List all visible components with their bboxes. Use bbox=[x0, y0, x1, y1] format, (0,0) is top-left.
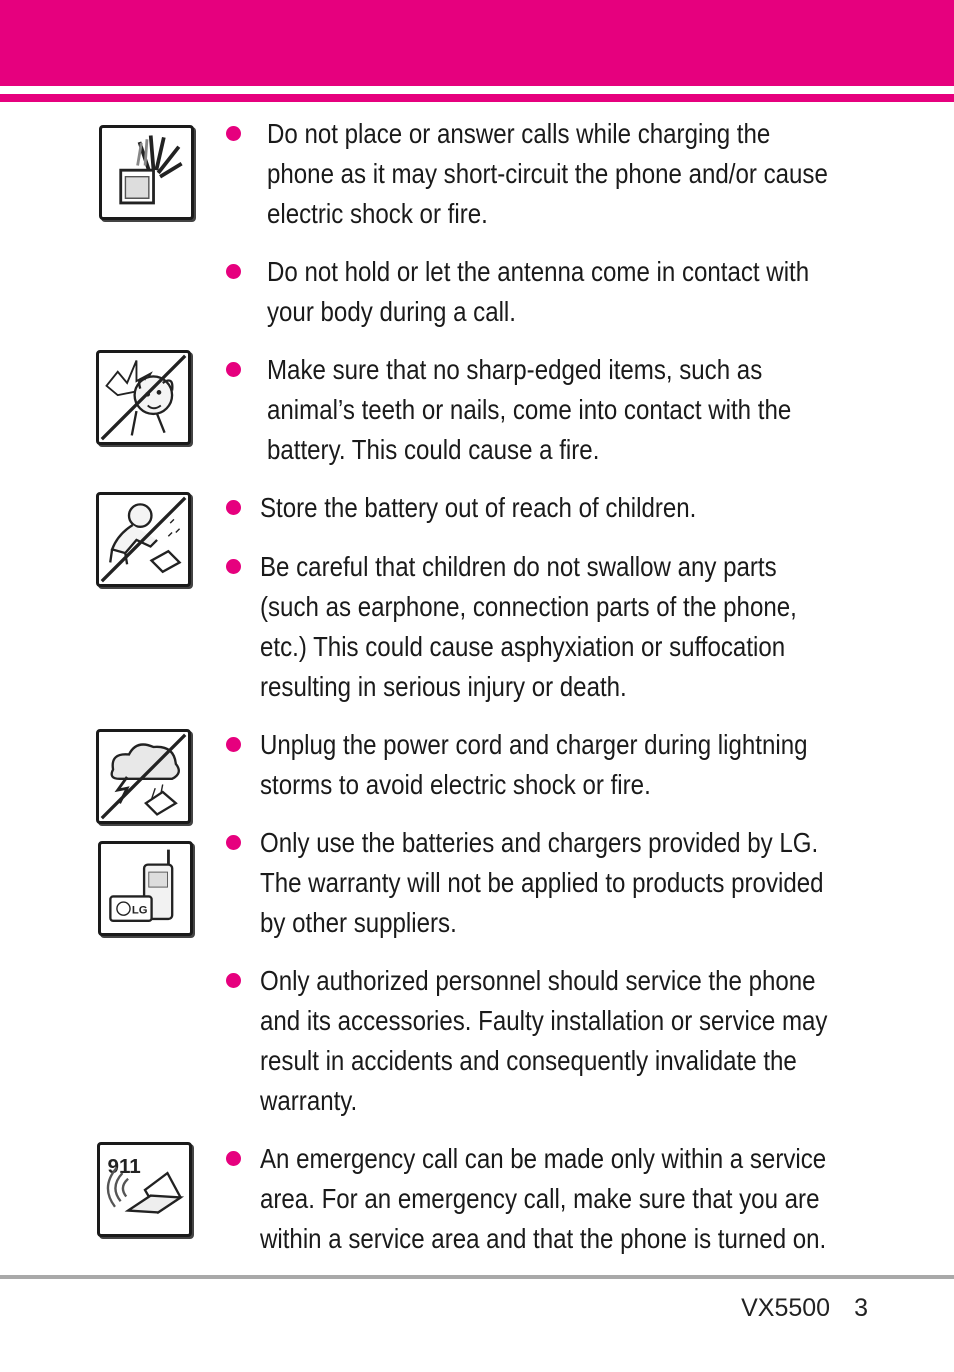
header-band bbox=[0, 0, 954, 86]
bullet-dot bbox=[226, 559, 241, 574]
bullet-dot bbox=[226, 500, 241, 515]
bullet-dot bbox=[226, 126, 241, 141]
bullet-dot bbox=[226, 973, 241, 988]
bullet-dot bbox=[226, 1151, 241, 1166]
emergency-911-icon bbox=[97, 1142, 192, 1237]
bullet-authorized-service-text: Only authorized personnel should service the phone and its accessories. Faulty installation or service may result in accidents and consequently invalidate the warranty. bbox=[260, 965, 828, 1116]
charging-phone-icon bbox=[99, 125, 194, 220]
bullet-emergency-call-text: An emergency call can be made only within a service area. For an emergency call, make sure that you are within a service area and that the phone is turned on. bbox=[260, 1143, 827, 1254]
lg-logo-text: LG bbox=[131, 904, 148, 917]
bullet-dot bbox=[226, 362, 241, 377]
bullet-swallow-text: Be careful that children do not swallow any parts (such as earphone, connection parts of the phone, etc.) This could cause asphyxiation or suffocation resulting in serious injury or death. bbox=[260, 551, 797, 702]
bullet-dot bbox=[226, 737, 241, 752]
bullet-antenna-text: Do not hold or let the antenna come in contact with your body during a call. bbox=[267, 256, 810, 327]
page-number: 3 bbox=[854, 1294, 868, 1322]
page-footer bbox=[741, 1294, 868, 1323]
bullet-dot bbox=[226, 835, 241, 850]
bullet-sharp-items-text: Make sure that no sharp-edged items, such as animal’s teeth or nails, come into contact with the battery. This could cause a fire. bbox=[267, 354, 792, 465]
bullet-children-reach-text: Store the battery out of reach of children. bbox=[260, 492, 697, 523]
no-children-icon bbox=[96, 492, 191, 587]
no-lightning-icon bbox=[96, 729, 191, 824]
bullet-dot bbox=[226, 264, 241, 279]
bullet-lightning-text: Unplug the power cord and charger during lightning storms to avoid electric shock or fire. bbox=[260, 729, 808, 800]
bullet-charging-text: Do not place or answer calls while charging the phone as it may short-circuit the phone and/or cause electric shock or fire. bbox=[267, 118, 828, 229]
model-name: VX5500 bbox=[741, 1294, 831, 1322]
lg-charger-icon bbox=[98, 841, 193, 936]
header-rule bbox=[0, 94, 954, 102]
emergency-number-text: 911 bbox=[107, 1155, 141, 1179]
no-animal-bite-icon bbox=[96, 350, 191, 445]
bullet-lg-batteries-text: Only use the batteries and chargers provided by LG. The warranty will not be applied to products provided by other suppliers. bbox=[260, 827, 824, 938]
footer-rule bbox=[0, 1275, 954, 1279]
